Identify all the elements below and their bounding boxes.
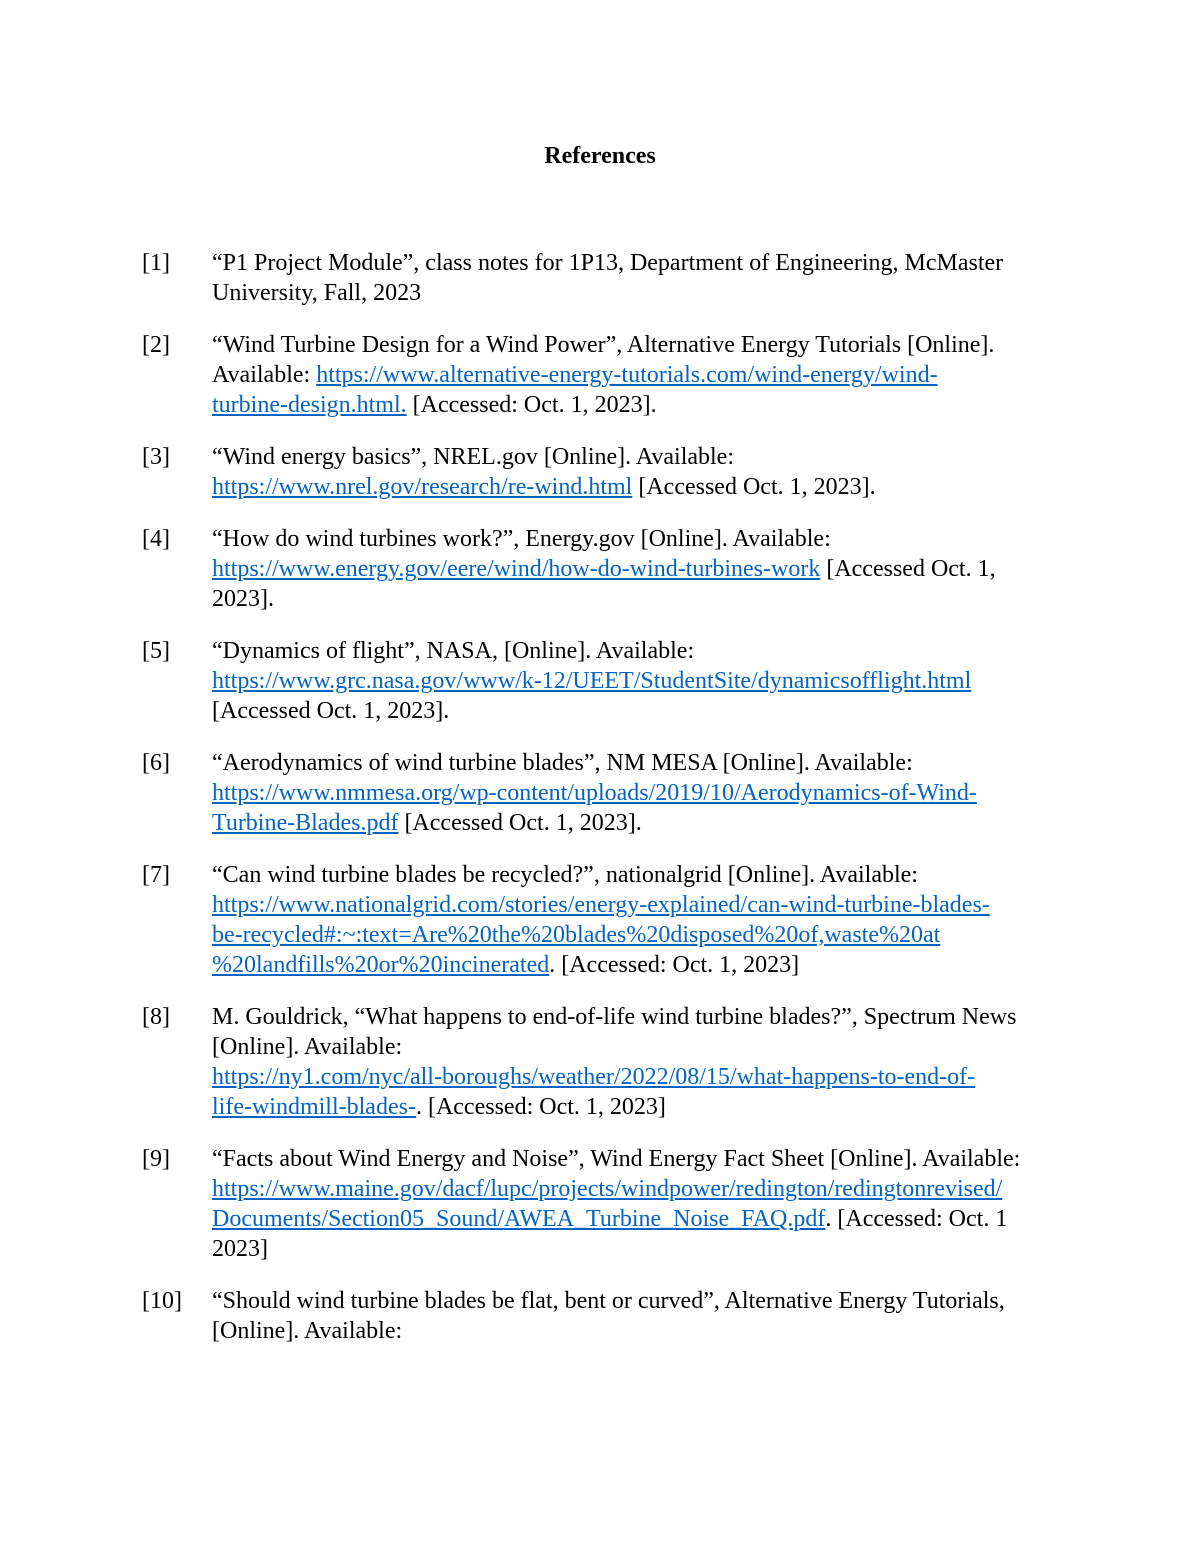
reference-text [212,636,1062,726]
reference-citation: M. Gouldrick, “What happens to end-of-life wind turbine blades?”, Spectrum News [Online]. Available: [212,1004,1017,1060]
reference-item [142,524,1062,614]
reference-citation: “How do wind turbines work?”, Energy.gov [Online]. Available: [212,526,831,552]
reference-item [142,1286,1062,1346]
reference-accessed: [Accessed Oct. 1, 2023]. [398,810,642,836]
reference-number: [9] [142,1146,170,1172]
reference-number: [4] [142,526,170,552]
reference-accessed: [Accessed: Oct. 1, 2023]. [406,392,657,418]
reference-link[interactable]: https://www.nmmesa.org/wp-content/uploads/2019/10/Aerodynamics-of-Wind- Turbine-Blades.pdf [212,780,977,836]
reference-link[interactable]: https://ny1.com/nyc/all-boroughs/weather/2022/08/15/what-happens-to-end-of- life-windmill-blades- [212,1064,976,1120]
reference-number: [2] [142,332,170,358]
reference-number: [10] [142,1288,182,1314]
reference-accessed: . [Accessed: Oct. 1, 2023] [549,952,800,978]
reference-item [142,330,1062,420]
reference-text [212,1002,1062,1122]
reference-text [212,1144,1062,1264]
reference-item [142,1144,1062,1264]
reference-text [212,442,1062,502]
reference-number: [5] [142,638,170,664]
reference-accessed: . [Accessed: Oct. 1 2023] [212,1206,1008,1262]
page-title: References [544,143,656,169]
reference-number: [3] [142,444,170,470]
reference-text [212,248,1062,308]
reference-number: [8] [142,1004,170,1030]
reference-link[interactable]: https://www.grc.nasa.gov/www/k-12/UEET/StudentSite/dynamicsofflight.html [212,668,972,694]
reference-link[interactable]: https://www.alternative-energy-tutorials.com/wind-energy/wind- turbine-design.html. [212,362,938,418]
reference-citation: “Wind energy basics”, NREL.gov [Online]. Available: [212,444,734,470]
reference-number: [7] [142,862,170,888]
reference-citation: “Can wind turbine blades be recycled?”, nationalgrid [Online]. Available: [212,862,918,888]
reference-accessed: . [Accessed: Oct. 1, 2023] [415,1094,666,1120]
reference-citation: “Aerodynamics of wind turbine blades”, NM MESA [Online]. Available: [212,750,913,776]
reference-citation: “Wind Turbine Design for a Wind Power”, Alternative Energy Tutorials [Online]. Available: [212,332,995,388]
reference-accessed: [Accessed Oct. 1, 2023]. [212,698,450,724]
reference-link[interactable]: https://www.nationalgrid.com/stories/energy-explained/can-wind-turbine-blades- be-recycled#:~:text=Are%20the%20blades%20disposed%20of,waste%20at %20landfills%20or%20incinerated [212,892,990,978]
reference-item [142,1002,1062,1122]
reference-list [142,248,1062,1368]
reference-item [142,748,1062,838]
reference-number: [6] [142,750,170,776]
reference-citation: “Should wind turbine blades be flat, bent or curved”, Alternative Energy Tutorials, [Online]. Available: [212,1288,1005,1344]
reference-accessed: [Accessed Oct. 1, 2023]. [632,474,876,500]
reference-text [212,860,1062,980]
reference-text [212,330,1062,420]
reference-link[interactable]: https://www.maine.gov/dacf/lupc/projects/windpower/redington/redingtonrevised/ Documents/Section05_Sound/AWEA_Turbine_Noise_FAQ.pdf [212,1176,1003,1232]
reference-item [142,442,1062,502]
reference-citation: “P1 Project Module”, class notes for 1P13, Department of Engineering, McMaster University, Fall, 2023 [212,250,1004,306]
reference-number: [1] [142,250,170,276]
reference-accessed: [Accessed Oct. 1, 2023]. [212,556,996,612]
reference-link[interactable]: https://www.energy.gov/eere/wind/how-do-wind-turbines-work [212,556,821,582]
reference-item [142,636,1062,726]
reference-citation: “Dynamics of flight”, NASA, [Online]. Available: [212,638,695,664]
reference-link[interactable]: https://www.nrel.gov/research/re-wind.html [212,474,633,500]
reference-item [142,248,1062,308]
reference-citation: “Facts about Wind Energy and Noise”, Wind Energy Fact Sheet [Online]. Available: [212,1146,1021,1172]
reference-text [212,748,1062,838]
reference-text [212,1286,1062,1346]
reference-item [142,860,1062,980]
reference-text [212,524,1062,614]
